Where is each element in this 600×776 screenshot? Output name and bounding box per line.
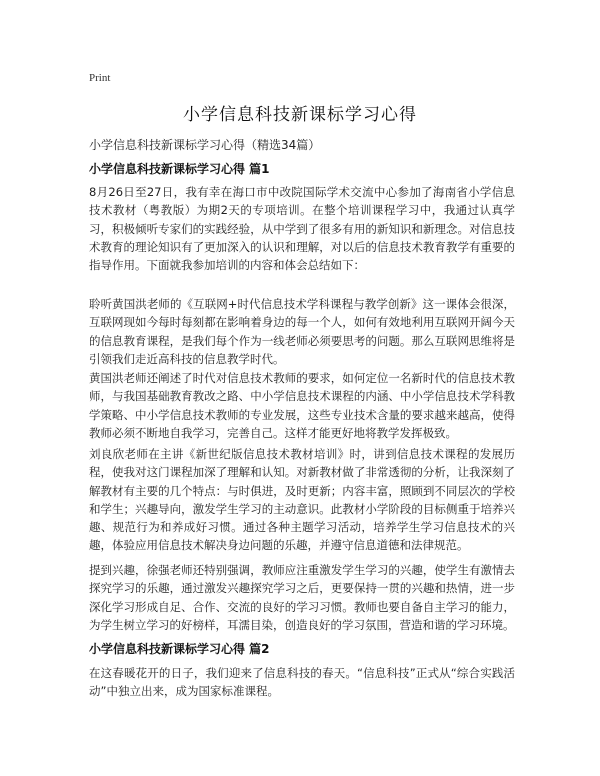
paragraph: 聆听黄国洪老师的《互联网+时代信息技术学科课程与教学创新》这一课体会很深，互联网现如今每时每刻都在影响着身边的每一个人，如何有效地利用互联网开阔今天的信息教育课程，是我们每个作为一线老师必须要思考的问题。那么互联网思维将是引领我们走近高科技的信息教学时代。 bbox=[89, 297, 515, 366]
paragraph: 8月26日至27日，我有幸在海口市中改院国际学术交流中心参加了海南省小学信息技术教材（粤教版）为期2天的专项培训。在整个培训课程学习中，我通过认真学习，积极倾听专家们的实践经验，从中学到了很多有用的新知识和新理念。对信息技术教育的理论知识有了更加深入的认识和理解，对以后的信息技术教育教学有重要的指导作用。下面就我参加培训的内容和体会总结如下： bbox=[89, 185, 515, 273]
section-heading-1: 小学信息科技新课标学习心得 篇1 bbox=[89, 162, 270, 176]
paragraph: 黄国洪老师还阐述了时代对信息技术教师的要求，如何定位一名新时代的信息技术教师，与我国基础教育教改之路、中小学信息技术课程的内涵、中小学信息技术学科教学策略、中小学信息技术教师的专业发展，这些专业技术含量的要求越来越高，使得教师必须不断地自我学习，完善自己。这样才能更好地将教学发挥极致。 bbox=[89, 371, 515, 440]
document-subtitle: 小学信息科技新课标学习心得（精选34篇） bbox=[89, 138, 321, 152]
page-title: 小学信息科技新课标学习心得 bbox=[183, 105, 417, 125]
section-heading-2: 小学信息科技新课标学习心得 篇2 bbox=[89, 642, 270, 656]
paragraph: 在这春暖花开的日子，我们迎来了信息科技的春天。“信息科技”正式从“综合实践活动”中独立出来，成为国家标准课程。 bbox=[89, 666, 515, 699]
paragraph: 提到兴趣，徐强老师还特别强调，教师应注重激发学生学习的兴趣，使学生有激情去探究学习的乐趣，通过激发兴趣探究学习之后，更要保持一贯的兴趣和热情，进一步深化学习形成自足、合作、交流的良好的学习习惯。教师也要自备自主学习的能力，为学生树立学习的好榜样，耳濡目染，创造良好的学习氛围，营造和谐的学习环境。 bbox=[89, 563, 515, 632]
print-label[interactable]: Print bbox=[89, 72, 111, 84]
paragraph: 刘良欣老师在主讲《新世纪版信息技术教材培训》时，讲到信息技术课程的发展历程，使我对这门课程加深了理解和认知。对新教材做了非常透彻的分析，让我深刻了解教材有主要的几个特点：与时俱进，及时更新；内容丰富，照顾到不同层次的学校和学生；兴趣导向，激发学生学习的主动意识。此教材小学阶段的目标侧重于培养兴趣、规范行为和养成好习惯。通过各种主题学习活动，培养学生学习信息技术的兴趣，体验应用信息技术解决身边问题的乐趣，并遵守信息道德和法律规范。 bbox=[89, 447, 515, 553]
